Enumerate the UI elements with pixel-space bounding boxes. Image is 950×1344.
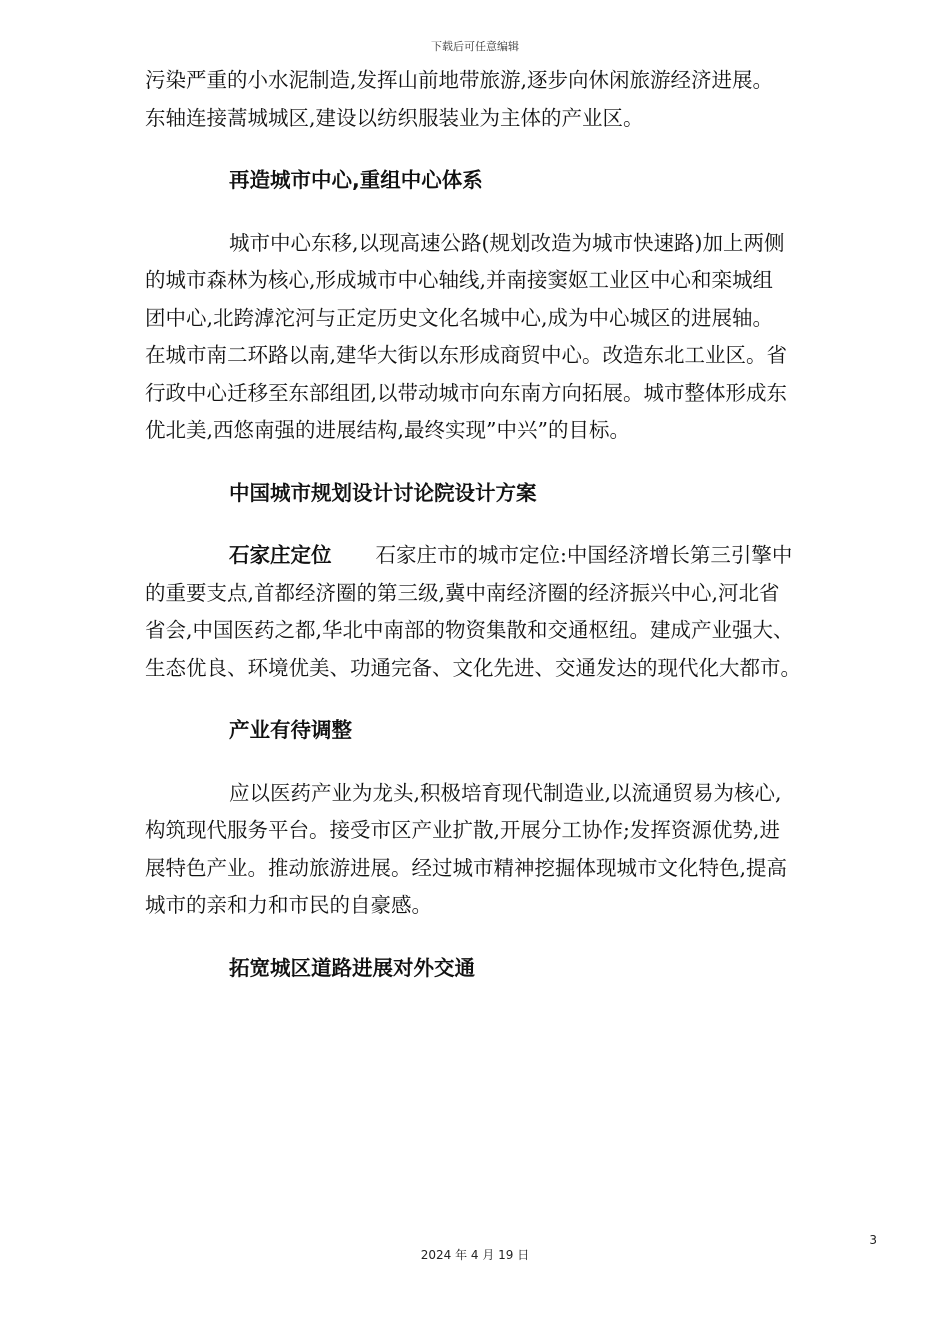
body-line: 行政中心迁移至东部组团,以带动城市向东南方向拓展。城市整体形成东	[145, 380, 788, 405]
section-heading: 拓宽城区道路进展对外交通	[229, 955, 475, 980]
body-line: 省会,中国医药之都,华北中南部的物资集散和交通枢纽。建成产业强大、	[145, 618, 794, 642]
body-line: 应以医药产业为龙头,积极培育现代制造业,以流通贸易为核心,	[229, 780, 782, 805]
body-line: 东轴连接蒿城城区,建设以纺织服装业为主体的产业区。	[145, 105, 644, 130]
body-line: 展特色产业。推动旅游进展。经过城市精神挖掘体现城市文化特色,提高	[145, 855, 788, 880]
section-heading: 产业有待调整	[229, 718, 352, 742]
header-note: 下载后可任意编辑	[431, 40, 519, 53]
body-line	[145, 537, 875, 575]
section-heading: 再造城市中心,重组中心体系	[229, 168, 483, 192]
footer-date: 2024 年 4 月 19 日	[420, 1248, 530, 1262]
body-line: 城市中心东移,以现高速公路(规划改造为城市快速路)加上两侧	[229, 230, 785, 255]
body-line: 污染严重的小水泥制造,发挥山前地带旅游,逐步向休闲旅游经济进展。	[145, 68, 774, 92]
body-line: 的重要支点,首都经济圈的第三级,冀中南经济圈的经济振兴中心,河北省	[145, 580, 780, 605]
body-line: 构筑现代服务平台。接受市区产业扩散,开展分工协作;发挥资源优势,进	[145, 818, 780, 842]
body-line: 在城市南二环路以南,建华大街以东形成商贸中心。改造东北工业区。省	[145, 343, 788, 367]
body-line: 的城市森林为核心,形成城市中心轴线,并南接窦妪工业区中心和栾城组	[145, 268, 774, 292]
body-line: 团中心,北跨滹沱河与正定历史文化名城中心,成为中心城区的进展轴。	[145, 305, 774, 330]
body-line: 优北美,西悠南强的进展结构,最终实现”中兴”的目标。	[145, 418, 630, 442]
page-number: 3	[869, 1233, 877, 1247]
inline-heading: 石家庄定位	[229, 543, 332, 567]
document-body	[145, 62, 875, 987]
body-line: 城市的亲和力和市民的自豪感。	[145, 893, 432, 917]
body-line: 生态优良、环境优美、功通完备、文化先进、交通发达的现代化大都市。	[145, 655, 801, 680]
section-heading: 中国城市规划设计讨论院设计方案	[229, 480, 537, 505]
body-text: 石家庄市的城市定位:中国经济增长第三引擎中	[375, 543, 793, 567]
